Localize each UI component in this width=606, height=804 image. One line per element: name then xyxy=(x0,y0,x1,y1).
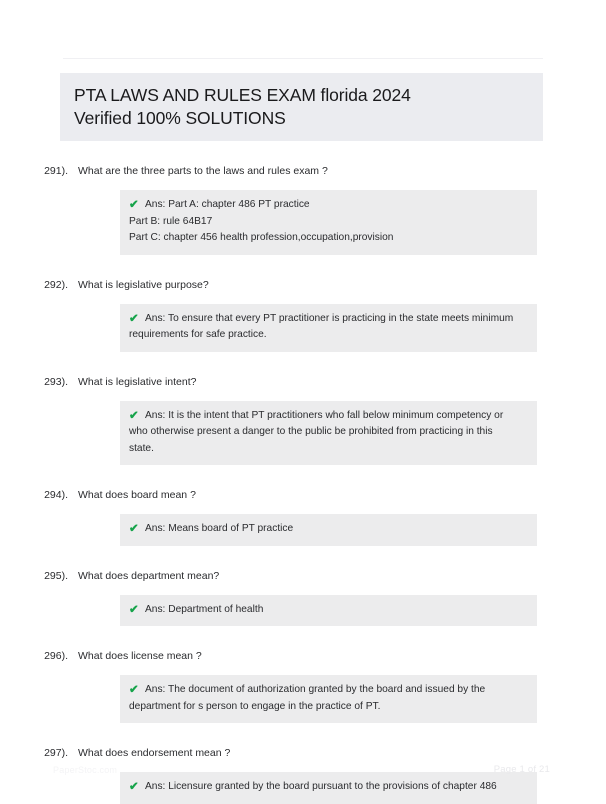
answer-text: Ans: To ensure that every PT practitioner is practicing in the state meets minimum xyxy=(145,312,514,324)
question-number: 296). xyxy=(44,650,68,662)
header-divider xyxy=(63,58,543,59)
question-text: What are the three parts to the laws and rules exam ? xyxy=(78,165,328,177)
answer-line xyxy=(129,408,527,425)
answer-text: Ans: Part A: chapter 486 PT practice xyxy=(145,199,310,210)
check-icon: ✔ xyxy=(129,312,139,325)
page-title-line-1: PTA LAWS AND RULES EXAM florida 2024 xyxy=(74,85,411,105)
qa-item xyxy=(0,163,606,255)
question-text: What does license mean ? xyxy=(78,650,202,662)
answer-text: Ans: The document of authorization granted by the board and issued by the xyxy=(145,684,486,695)
qa-item xyxy=(0,487,606,546)
check-icon: ✔ xyxy=(129,684,139,696)
check-icon: ✔ xyxy=(129,523,139,535)
answer-box xyxy=(120,190,537,255)
qa-item xyxy=(0,648,606,723)
page-footer xyxy=(0,762,606,778)
page-number-label: Page 1 of 21 xyxy=(493,764,550,775)
check-icon: ✔ xyxy=(129,409,139,422)
question-number: 294). xyxy=(44,489,68,501)
answer-box xyxy=(120,675,537,723)
answer-box xyxy=(120,304,537,352)
answer-line: Part B: rule 64B17 xyxy=(129,215,213,227)
answer-line xyxy=(129,197,527,214)
answer-line xyxy=(129,682,527,699)
answer-box xyxy=(120,514,537,546)
document-title-banner xyxy=(60,73,543,141)
question-row xyxy=(0,374,606,391)
answer-box xyxy=(120,401,537,466)
question-answer-list xyxy=(0,163,606,804)
answer-line: requirements for safe practice. xyxy=(129,329,267,340)
qa-spacer xyxy=(0,255,606,277)
answer-line: who otherwise present a danger to the public be prohibited from practicing in this xyxy=(129,426,493,437)
question-text: What does board mean ? xyxy=(78,489,196,501)
check-icon: ✔ xyxy=(129,781,139,793)
site-watermark: PaperStoc.com xyxy=(53,765,118,775)
qa-item xyxy=(0,374,606,466)
qa-spacer xyxy=(0,626,606,648)
answer-box xyxy=(120,595,537,627)
answer-line xyxy=(129,779,527,796)
question-row xyxy=(0,648,606,665)
check-icon: ✔ xyxy=(129,199,139,211)
question-text: What does endorsement mean ? xyxy=(78,747,231,759)
question-row xyxy=(0,745,606,762)
qa-item xyxy=(0,277,606,352)
answer-text: Ans: Department of health xyxy=(145,603,264,615)
answer-text: Ans: It is the intent that PT practitioners who fall below minimum competency or xyxy=(145,409,504,421)
answer-line: Part C: chapter 456 health profession,occupation,provision xyxy=(129,232,394,243)
question-row xyxy=(0,163,606,180)
qa-spacer xyxy=(0,465,606,487)
answer-text: Ans: Means board of PT practice xyxy=(145,523,294,534)
question-text: What does department mean? xyxy=(78,569,220,582)
answer-line xyxy=(129,602,527,619)
question-number: 292). xyxy=(44,278,68,291)
question-text: What is legislative purpose? xyxy=(78,278,209,291)
question-number: 293). xyxy=(44,375,68,388)
question-row xyxy=(0,568,606,585)
qa-spacer xyxy=(0,546,606,568)
question-text: What is legislative intent? xyxy=(78,375,197,388)
question-row xyxy=(0,277,606,294)
question-number: 297). xyxy=(44,747,68,759)
qa-spacer xyxy=(0,723,606,745)
question-number: 291). xyxy=(44,165,68,177)
answer-text: Ans: Licensure granted by the board pursuant to the provisions of chapter 486 xyxy=(145,781,497,792)
qa-item xyxy=(0,568,606,627)
answer-line: department for s person to engage in the practice of PT. xyxy=(129,700,381,712)
question-row xyxy=(0,487,606,504)
qa-spacer xyxy=(0,352,606,374)
check-icon: ✔ xyxy=(129,603,139,616)
answer-line xyxy=(129,521,527,538)
answer-line: state. xyxy=(129,442,154,454)
answer-line xyxy=(129,311,527,328)
page-title-line-2: Verified 100% SOLUTIONS xyxy=(74,108,286,128)
question-number: 295). xyxy=(44,569,68,582)
